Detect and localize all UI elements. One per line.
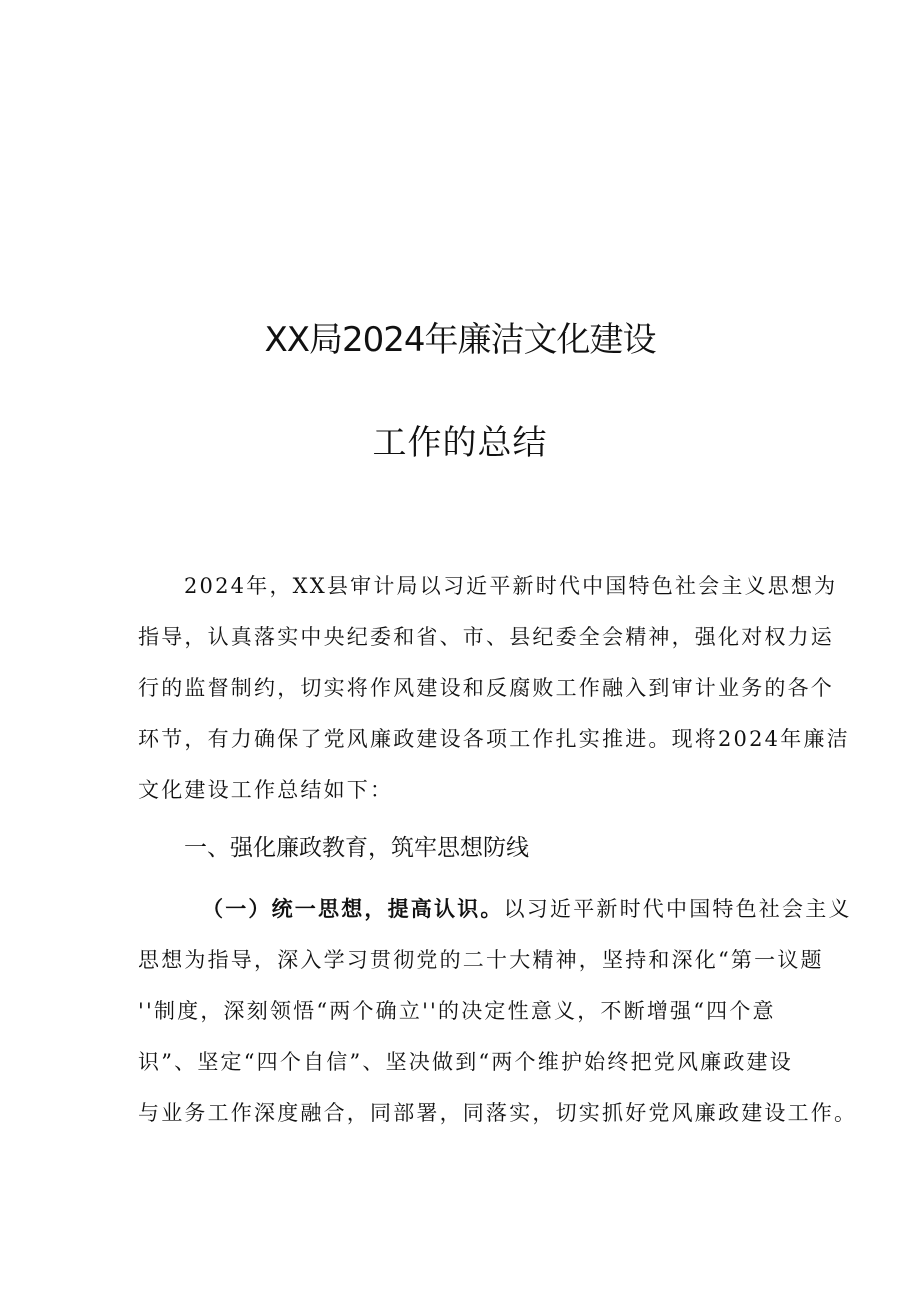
- intro-line: 环节，有力确保了党风廉政建设各项工作扎实推进。现将2024年廉洁: [138, 727, 850, 751]
- document-title-line-2: 工作的总结: [372, 423, 548, 463]
- intro-line: 2024年，XX县审计局以习近平新时代中国特色社会主义思想为: [184, 574, 838, 598]
- document-title-line-1: XX局2024年廉洁文化建设: [264, 320, 656, 360]
- section-heading-1: 一、强化廉政教育，筑牢思想防线: [184, 835, 529, 861]
- subsection-lead: （一）统一思想，提高认识。: [202, 896, 504, 921]
- intro-line: 文化建设工作总结如下：: [138, 778, 394, 802]
- subsection-paragraph-1: [138, 883, 858, 1139]
- subsection-line: 思想为指导，深入学习贯彻党的二十大精神，坚持和深化“第一议题: [138, 948, 824, 972]
- intro-line: 指导，认真落实中央纪委和省、市、县纪委全会精神，强化对权力运: [138, 625, 834, 649]
- subsection-line: 识”、坚定“四个自信”、坚决做到“两个维护始终把党风廉政建设: [138, 1050, 793, 1074]
- subsection-line: 与业务工作深度融合，同部署，同落实，切实抓好党风廉政建设工作。: [138, 1101, 858, 1125]
- subsection-first-line-rest: 以习近平新时代中国特色社会主义: [503, 897, 852, 921]
- intro-line: 行的监督制约，切实将作风建设和反腐败工作融入到审计业务的各个: [138, 676, 834, 700]
- intro-paragraph: [138, 561, 850, 816]
- subsection-first-line: [138, 883, 852, 935]
- subsection-line: ''制度，深刻领悟“两个确立''的决定性意义，不断增强“四个意: [138, 999, 776, 1023]
